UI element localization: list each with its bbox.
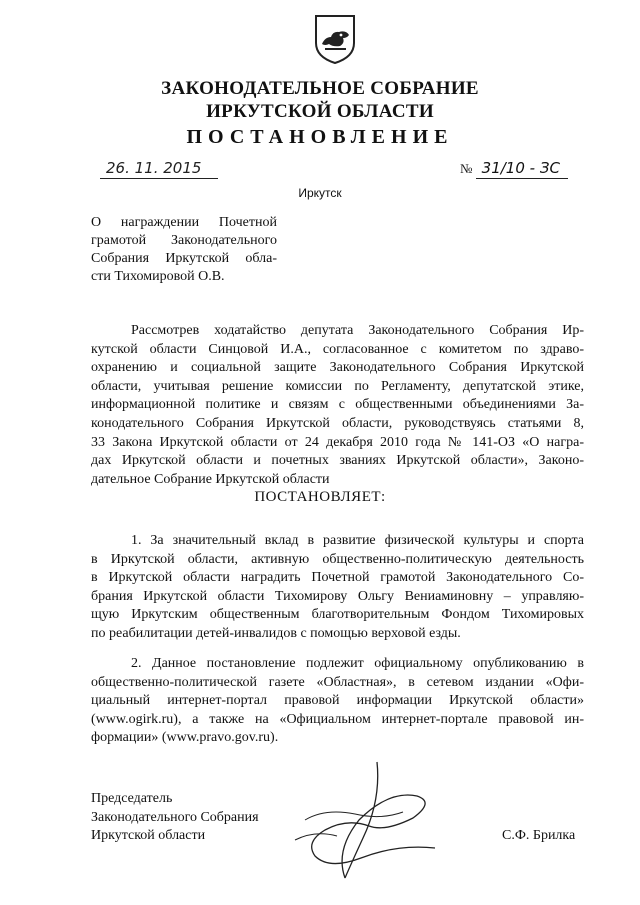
subject-line: сти Тихомировой О.В. <box>91 269 225 284</box>
signatory-title-line: Председатель <box>91 791 173 806</box>
signatory-title <box>91 790 259 846</box>
item-1-line: в Иркутской области наградить Почетной грамотой Законодательного Со- <box>91 570 584 586</box>
number-value: 31/10 - ЗС <box>476 158 568 179</box>
subject-line: О награждении Почетной <box>91 215 277 230</box>
item-2-line: циальный интернет-портал правовой информации Иркутской области» <box>91 693 584 709</box>
subject-line: грамотой Законодательного <box>91 233 277 248</box>
item-2-line: общественно-политической газете «Областная», в сетевом издании «Офи- <box>91 674 584 690</box>
irkutsk-coat-of-arms-icon <box>313 13 357 65</box>
signatory-name: С.Ф. Брилка <box>502 828 576 843</box>
preamble-line: информационной политике и связям с общественными объединениями За- <box>91 397 584 413</box>
document-number <box>460 158 568 178</box>
city-name: Иркутск <box>298 186 342 200</box>
document-type-title: ПОСТАНОВЛЕНИЕ <box>186 126 454 148</box>
organization-name-line2: ИРКУТСКОЙ ОБЛАСТИ <box>206 101 434 122</box>
preamble-line: дах Иркутской области и почетных званиях Иркутской области», Законо- <box>91 453 584 469</box>
item-2-paragraph <box>91 655 584 748</box>
preamble-line: Рассмотрев ходатайство депутата Законодательного Собрания Ир- <box>131 323 584 338</box>
item-1-line: в Иркутской области, активную общественно-политическую деятельность <box>91 551 584 567</box>
item-1-line: брания Иркутской области Тихомирову Ольгу Вениаминовну – управляю- <box>91 588 584 604</box>
item-2-line: 2. Данное постановление подлежит официальному опубликованию в <box>131 656 584 671</box>
item-1-paragraph <box>91 532 584 644</box>
subject-line: Собрания Иркутской обла- <box>91 251 277 266</box>
number-label: № <box>460 161 473 176</box>
document-date: 26. 11. 2015 <box>100 158 218 179</box>
decree-word: ПОСТАНОВЛЯЕТ: <box>254 489 386 505</box>
item-2-line: (www.ogirk.ru), а также на «Официальном интернет-портале правовой ин- <box>91 711 584 727</box>
preamble-line: дательное Собрание Иркутской области <box>91 471 330 487</box>
item-1-line: по реабилитации детей-инвалидов с помощью верховой езды. <box>91 625 461 641</box>
preamble-paragraph <box>91 322 584 489</box>
signatory-title-line: Законодательного Собрания <box>91 809 259 825</box>
preamble-line: кутской области Синцовой И.А., согласованное с комитетом по здраво- <box>91 341 584 357</box>
handwritten-signature <box>285 760 450 890</box>
item-2-line: формации» (www.pravo.gov.ru). <box>91 730 279 746</box>
document-subject <box>91 214 277 286</box>
item-1-line: щую Иркутским общественным благотворительным Фондом Тихомировых <box>91 607 584 623</box>
item-1-line: 1. За значительный вклад в развитие физической культуры и спорта <box>131 533 584 548</box>
preamble-line: охранению и социальной защите Законодательного Собрания Иркутской <box>91 360 584 376</box>
organization-name-line1: ЗАКОНОДАТЕЛЬНОЕ СОБРАНИЕ <box>161 78 479 99</box>
preamble-line: 33 Закона Иркутской области от 24 декабря 2010 года № 141-ОЗ «О награ- <box>91 434 584 450</box>
signatory-title-line: Иркутской области <box>91 828 206 844</box>
preamble-line: конодательного Собрания Иркутской области, руководствуясь статьями 8, <box>91 415 584 431</box>
preamble-line: области, учитывая решение комиссии по Регламенту, депутатской этике, <box>91 378 584 394</box>
